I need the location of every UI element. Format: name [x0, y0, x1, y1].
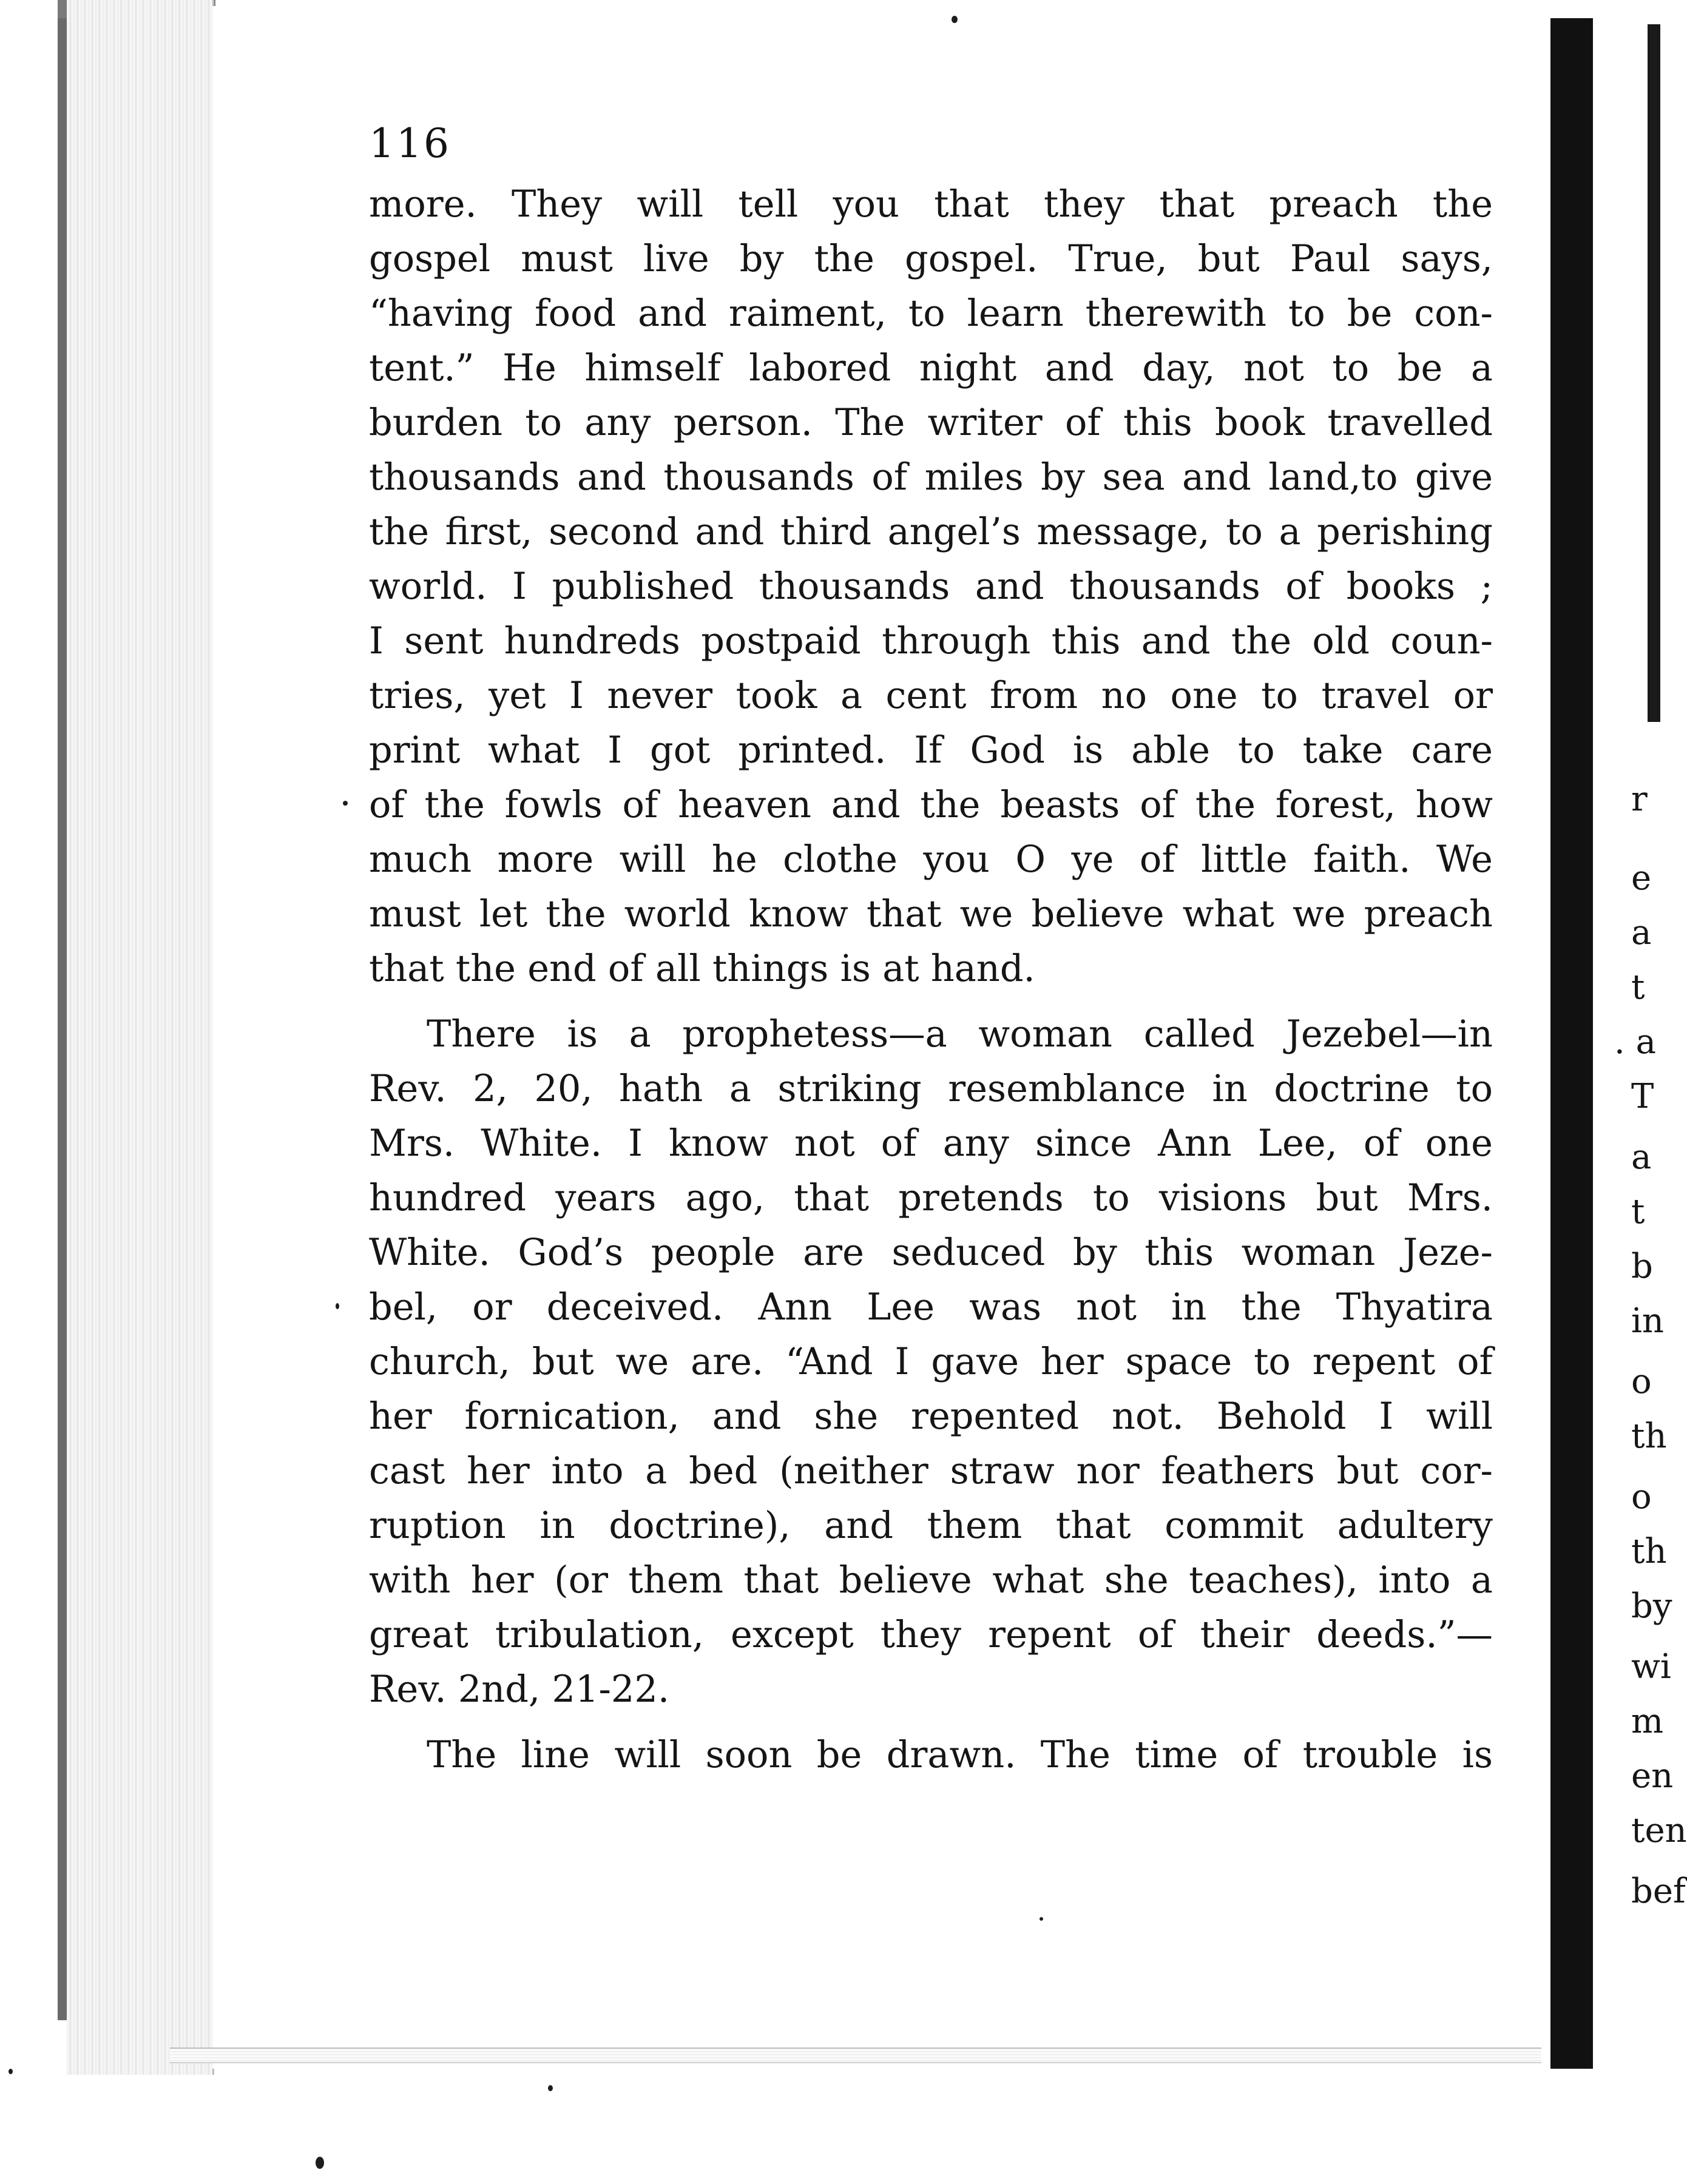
text-line: must let the world know that we believe what we preach — [369, 893, 1493, 935]
text-line: Mrs. White. I know not of any since Ann Lee, of one — [369, 1122, 1493, 1165]
text-line: “having food and raiment, to learn therewith to be con- — [369, 292, 1493, 335]
page-number: 116 — [369, 120, 451, 167]
paragraph-gap — [369, 996, 1493, 1007]
adjacent-page-fragment: o — [1631, 1362, 1652, 1401]
adjacent-page-fragment: a — [1631, 913, 1652, 952]
text-line: the first, second and third angel’s message, to a perishing — [369, 511, 1493, 553]
text-line: thousands and thousands of miles by sea and land,to give — [369, 456, 1493, 499]
adjacent-page-fragment: r — [1631, 780, 1648, 819]
text-line: cast her into a bed (neither straw nor feathers but cor- — [369, 1450, 1493, 1492]
text-line: church, but we are. “And I gave her space to repent of — [369, 1341, 1493, 1383]
text-line: great tribulation, except they repent of their deeds.”— — [369, 1614, 1493, 1656]
adjacent-page-fragment: b — [1631, 1247, 1653, 1286]
text-line: There is a prophetess—a woman called Jezebel—in — [427, 1013, 1493, 1056]
print-speck — [316, 2157, 324, 2169]
print-speck — [952, 16, 958, 23]
print-speck — [343, 801, 348, 806]
text-line: ruption in doctrine), and them that commit adultery — [369, 1505, 1493, 1547]
text-line: hundred years ago, that pretends to visions but Mrs. — [369, 1177, 1493, 1219]
paragraph-gap — [369, 1717, 1493, 1728]
adjacent-page-fragment: in — [1631, 1301, 1664, 1341]
text-line: that the end of all things is at hand. — [369, 948, 1035, 990]
text-line: bel, or deceived. Ann Lee was not in the Thyatira — [369, 1286, 1493, 1329]
adjacent-page-fragment: t — [1631, 968, 1645, 1007]
adjacent-page-fragment: a — [1631, 1138, 1652, 1177]
adjacent-page-fragment: o — [1631, 1477, 1652, 1517]
text-line: much more will he clothe you O ye of little faith. We — [369, 838, 1493, 881]
text-line: of the fowls of heaven and the beasts of the forest, how — [369, 784, 1493, 826]
adjacent-page-fragment: m — [1631, 1702, 1664, 1741]
book-page-edges — [67, 0, 214, 2075]
adjacent-page-fragment: th — [1631, 1417, 1667, 1456]
text-line: her fornication, and she repented not. Behold I will — [369, 1395, 1493, 1438]
text-line: world. I published thousands and thousands of books ; — [369, 565, 1493, 608]
text-line: print what I got printed. If God is able to take care — [369, 729, 1493, 772]
adjacent-page-edge — [1648, 24, 1660, 722]
text-line: with her (or them that believe what she teaches), into a — [369, 1559, 1493, 1602]
adjacent-page-fragment: ten — [1631, 1811, 1687, 1850]
adjacent-page-fragment: . a — [1614, 1022, 1656, 1062]
text-line: gospel must live by the gospel. True, but Paul says, — [369, 238, 1493, 280]
text-line: Rev. 2nd, 21-22. — [369, 1668, 670, 1711]
text-line: The line will soon be drawn. The time of trouble is — [427, 1734, 1493, 1776]
adjacent-page-fragment: e — [1631, 858, 1652, 898]
adjacent-page-fragment: by — [1631, 1586, 1672, 1626]
print-speck — [1040, 1917, 1043, 1921]
text-line: more. They will tell you that they that preach the — [369, 183, 1493, 226]
print-speck — [8, 2069, 13, 2074]
adjacent-page-fragment: th — [1631, 1532, 1667, 1571]
text-line: Rev. 2, 20, hath a striking resemblance in doctrine to — [369, 1068, 1493, 1110]
adjacent-page-fragment: T — [1631, 1077, 1654, 1116]
book-gutter — [1550, 18, 1593, 2069]
page-bottom-edge — [170, 2048, 1541, 2063]
text-line: tries, yet I never took a cent from no one to travel or — [369, 675, 1493, 717]
print-speck — [336, 1303, 339, 1309]
print-speck — [548, 2085, 553, 2091]
body-text — [369, 177, 1493, 1782]
text-line: tent.” He himself labored night and day, not to be a — [369, 347, 1493, 389]
text-line: I sent hundreds postpaid through this and the old coun- — [369, 620, 1493, 662]
adjacent-page-fragment: wi — [1631, 1647, 1671, 1687]
text-line: burden to any person. The writer of this book travelled — [369, 402, 1493, 444]
adjacent-page-fragment: t — [1631, 1192, 1645, 1232]
text-line: White. God’s people are seduced by this woman Jeze- — [369, 1232, 1493, 1274]
adjacent-page-fragment: en — [1631, 1756, 1674, 1796]
adjacent-page-fragment: bef — [1631, 1872, 1686, 1911]
